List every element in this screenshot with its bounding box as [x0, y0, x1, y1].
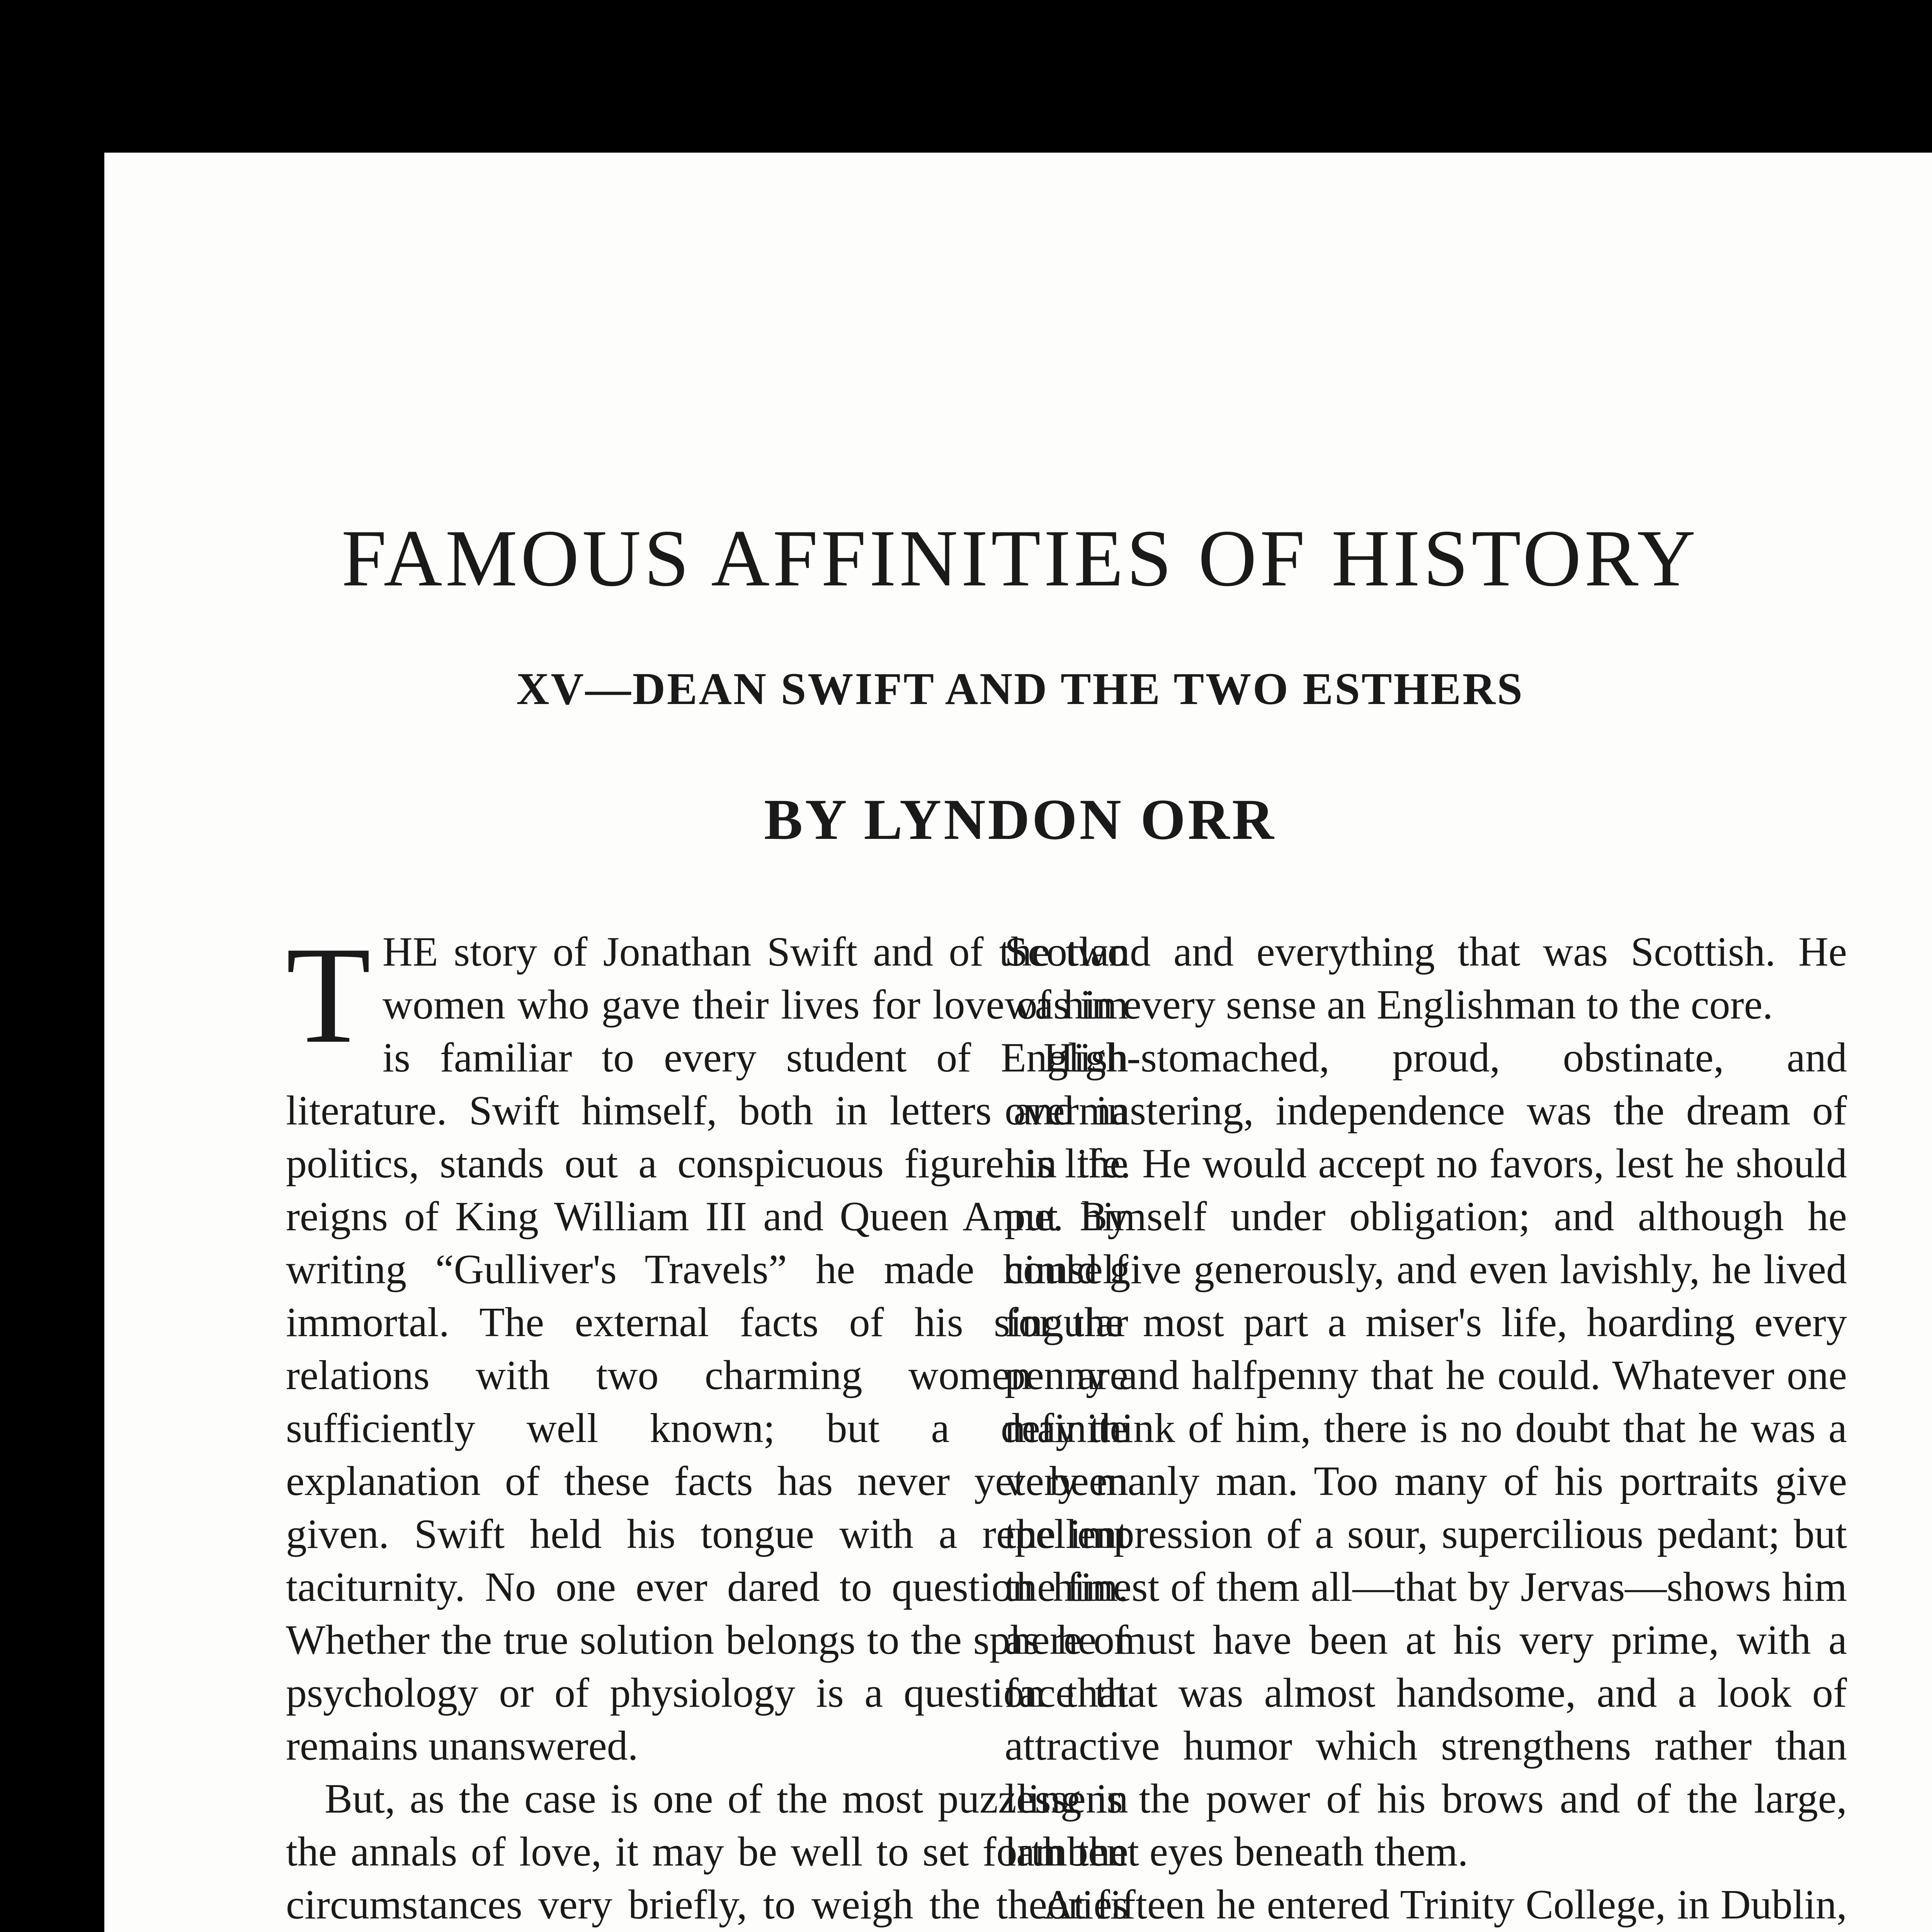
paragraph: At fifteen he entered Trinity College, in Dublin,	[1043, 1882, 1847, 1928]
article-byline: BY LYNDON ORR	[764, 787, 1276, 852]
left-column	[286, 918, 1128, 1932]
drop-cap: T	[286, 918, 371, 1072]
right-column	[1005, 925, 1847, 1932]
paragraph: Scotland and everything that was Scottish. He was in every sense an Englishman to the core.	[1005, 929, 1847, 1028]
magazine-page	[104, 153, 1932, 1932]
article-subtitle: XV—DEAN SWIFT AND THE TWO ESTHERS	[516, 663, 1524, 714]
article-title: FAMOUS AFFINITIES OF HISTORY	[341, 514, 1699, 603]
paragraph: High-stomached, proud, obstinate, and overmastering, independence was the dream of his life. He would accept no favors, lest he should put himself under obligation; and although he could give generously, and even lavishly, he lived for the most part a miser's life, hoarding every penny and halfpenny that he could. Whatever one may think of him, there is no doubt that he was a very manly man. Too many of his portraits give the impression of a sour, supercilious pedant; but the finest of them all—that by Jervas—shows him as he must have been at his very prime, with a face that was almost handsome, and a look of attractive humor which strengthens rather than lessens the power of his brows and of the large, lambent eyes beneath them.	[1005, 1035, 1847, 1875]
paragraph: But, as the case is one of the most puzzling in the annals of love, it may be well to set forth the circumstances very briefly, to weigh the theories	[286, 1776, 1128, 1928]
paragraph	[286, 918, 1128, 1772]
paragraph-text: HE story of Jonathan Swift and of the two women who gave their lives for love of him is familiar to every student of English literature. Swift himself, both in letters and in politics, stands out a conspicuous figure in the reigns of King William III and Queen Anne. By writing “Gulliver's Travels” he made himself immortal. The external facts of his singular relations with two charming women are sufficiently well known; but a definite explanation of these facts has never yet been given. Swift held his tongue with a repellent taciturnity. No one ever dared to question him. Whether the true solution belongs to the sphere of psychology or of physiology is a question that remains unanswered.	[286, 929, 1128, 1769]
